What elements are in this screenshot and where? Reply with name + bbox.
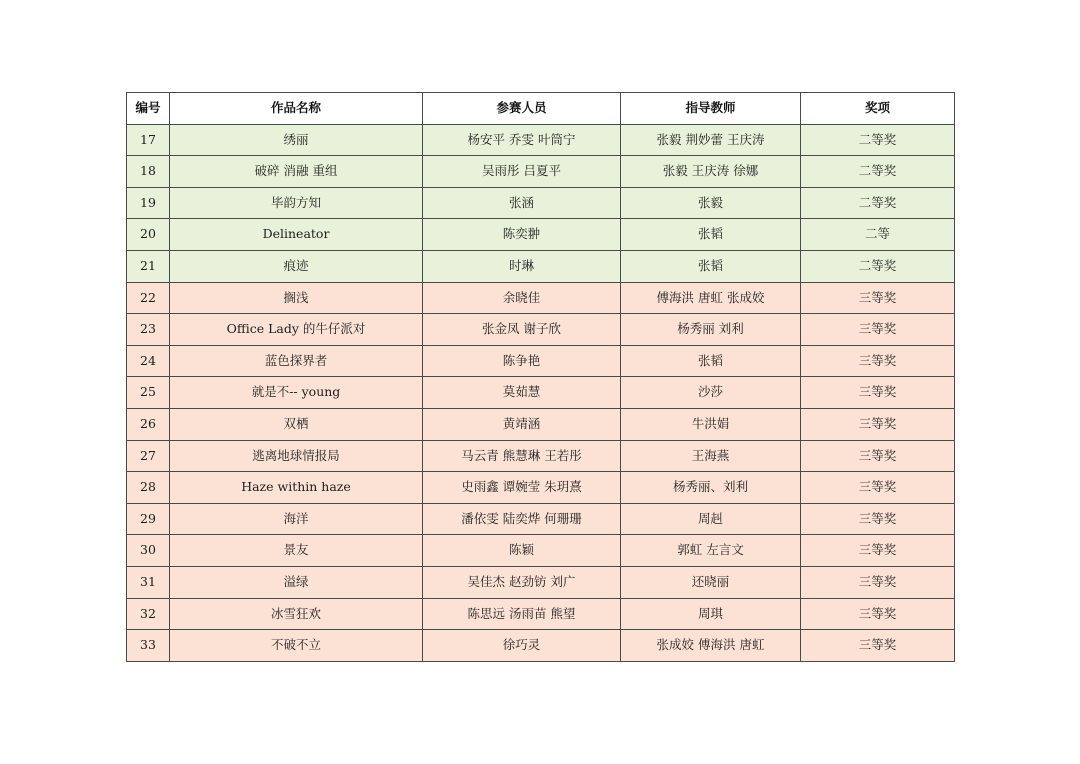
table-body xyxy=(127,124,955,661)
cell-work-title: 海洋 xyxy=(170,503,423,535)
cell-work-title: 溢绿 xyxy=(170,566,423,598)
cell-instructors: 傅海洪 唐虹 张成姣 xyxy=(621,282,801,314)
table-header-row xyxy=(127,93,955,125)
cell-work-title: 双栖 xyxy=(170,408,423,440)
cell-number: 18 xyxy=(127,156,170,188)
cell-participants: 时琳 xyxy=(423,250,621,282)
cell-participants: 陈争艳 xyxy=(423,345,621,377)
cell-instructors: 王海燕 xyxy=(621,440,801,472)
table-row xyxy=(127,503,955,535)
cell-work-title: Delineator xyxy=(170,219,423,251)
cell-participants: 陈颖 xyxy=(423,535,621,567)
cell-award: 三等奖 xyxy=(801,282,955,314)
table-row xyxy=(127,408,955,440)
table-row xyxy=(127,345,955,377)
cell-work-title: 绣丽 xyxy=(170,124,423,156)
table-row xyxy=(127,535,955,567)
cell-number: 29 xyxy=(127,503,170,535)
cell-instructors: 张韬 xyxy=(621,219,801,251)
cell-number: 17 xyxy=(127,124,170,156)
cell-participants: 陈奕翀 xyxy=(423,219,621,251)
cell-instructors: 张毅 xyxy=(621,187,801,219)
cell-work-title: 毕韵方知 xyxy=(170,187,423,219)
cell-award: 三等奖 xyxy=(801,503,955,535)
cell-award: 二等奖 xyxy=(801,124,955,156)
cell-instructors: 杨秀丽、刘利 xyxy=(621,472,801,504)
cell-award: 三等奖 xyxy=(801,598,955,630)
header-number: 编号 xyxy=(127,93,170,125)
cell-award: 三等奖 xyxy=(801,408,955,440)
table-row xyxy=(127,124,955,156)
cell-award: 三等奖 xyxy=(801,535,955,567)
header-instructors: 指导教师 xyxy=(621,93,801,125)
cell-number: 25 xyxy=(127,377,170,409)
table-row xyxy=(127,219,955,251)
cell-award: 三等奖 xyxy=(801,566,955,598)
cell-participants: 莫茹慧 xyxy=(423,377,621,409)
cell-work-title: 蓝色探界者 xyxy=(170,345,423,377)
cell-award: 三等奖 xyxy=(801,630,955,662)
cell-instructors: 张韬 xyxy=(621,345,801,377)
cell-number: 33 xyxy=(127,630,170,662)
cell-work-title: 搁浅 xyxy=(170,282,423,314)
cell-work-title: 就是不-- young xyxy=(170,377,423,409)
cell-number: 24 xyxy=(127,345,170,377)
cell-instructors: 张韬 xyxy=(621,250,801,282)
cell-number: 26 xyxy=(127,408,170,440)
cell-participants: 陈思远 汤雨苗 熊望 xyxy=(423,598,621,630)
cell-participants: 徐巧灵 xyxy=(423,630,621,662)
cell-number: 28 xyxy=(127,472,170,504)
cell-work-title: 不破不立 xyxy=(170,630,423,662)
cell-instructors: 张毅 荆妙蕾 王庆涛 xyxy=(621,124,801,156)
cell-number: 21 xyxy=(127,250,170,282)
cell-number: 22 xyxy=(127,282,170,314)
table-row xyxy=(127,598,955,630)
cell-participants: 张涵 xyxy=(423,187,621,219)
cell-award: 二等奖 xyxy=(801,187,955,219)
awards-table xyxy=(126,92,955,662)
cell-work-title: 破碎 消融 重组 xyxy=(170,156,423,188)
cell-award: 二等奖 xyxy=(801,250,955,282)
cell-number: 23 xyxy=(127,314,170,346)
table-row xyxy=(127,314,955,346)
cell-award: 三等奖 xyxy=(801,440,955,472)
table-row xyxy=(127,630,955,662)
cell-instructors: 张毅 王庆涛 徐娜 xyxy=(621,156,801,188)
cell-participants: 张金凤 谢子欣 xyxy=(423,314,621,346)
cell-award: 三等奖 xyxy=(801,377,955,409)
header-work-title: 作品名称 xyxy=(170,93,423,125)
cell-number: 30 xyxy=(127,535,170,567)
cell-instructors: 杨秀丽 刘利 xyxy=(621,314,801,346)
cell-number: 20 xyxy=(127,219,170,251)
cell-participants: 杨安平 乔雯 叶筒宁 xyxy=(423,124,621,156)
cell-award: 三等奖 xyxy=(801,314,955,346)
cell-participants: 余晓佳 xyxy=(423,282,621,314)
cell-number: 27 xyxy=(127,440,170,472)
header-participants: 参赛人员 xyxy=(423,93,621,125)
cell-participants: 吴佳杰 赵劲钫 刘广 xyxy=(423,566,621,598)
cell-work-title: Haze within haze xyxy=(170,472,423,504)
table-row xyxy=(127,566,955,598)
cell-participants: 黄靖涵 xyxy=(423,408,621,440)
cell-work-title: 痕迹 xyxy=(170,250,423,282)
cell-award: 三等奖 xyxy=(801,345,955,377)
cell-instructors: 周琪 xyxy=(621,598,801,630)
cell-award: 二等 xyxy=(801,219,955,251)
cell-instructors: 郭虹 左言文 xyxy=(621,535,801,567)
cell-instructors: 还晓丽 xyxy=(621,566,801,598)
header-award: 奖项 xyxy=(801,93,955,125)
table-row xyxy=(127,472,955,504)
cell-award: 三等奖 xyxy=(801,472,955,504)
cell-work-title: 景友 xyxy=(170,535,423,567)
table-row xyxy=(127,250,955,282)
cell-participants: 马云青 熊慧琳 王若彤 xyxy=(423,440,621,472)
cell-number: 19 xyxy=(127,187,170,219)
cell-award: 二等奖 xyxy=(801,156,955,188)
cell-participants: 潘依雯 陆奕烨 何珊珊 xyxy=(423,503,621,535)
cell-instructors: 牛洪娟 xyxy=(621,408,801,440)
cell-work-title: 逃离地球情报局 xyxy=(170,440,423,472)
table-row xyxy=(127,187,955,219)
cell-participants: 吴雨彤 吕夏平 xyxy=(423,156,621,188)
cell-participants: 史雨鑫 谭婉莹 朱玥熹 xyxy=(423,472,621,504)
cell-instructors: 沙莎 xyxy=(621,377,801,409)
table-row xyxy=(127,282,955,314)
cell-work-title: 冰雪狂欢 xyxy=(170,598,423,630)
table-row xyxy=(127,440,955,472)
table-row xyxy=(127,156,955,188)
cell-instructors: 周赳 xyxy=(621,503,801,535)
cell-number: 31 xyxy=(127,566,170,598)
cell-number: 32 xyxy=(127,598,170,630)
awards-table-container xyxy=(126,92,954,662)
cell-work-title: Office Lady 的牛仔派对 xyxy=(170,314,423,346)
table-row xyxy=(127,377,955,409)
cell-instructors: 张成姣 傅海洪 唐虹 xyxy=(621,630,801,662)
